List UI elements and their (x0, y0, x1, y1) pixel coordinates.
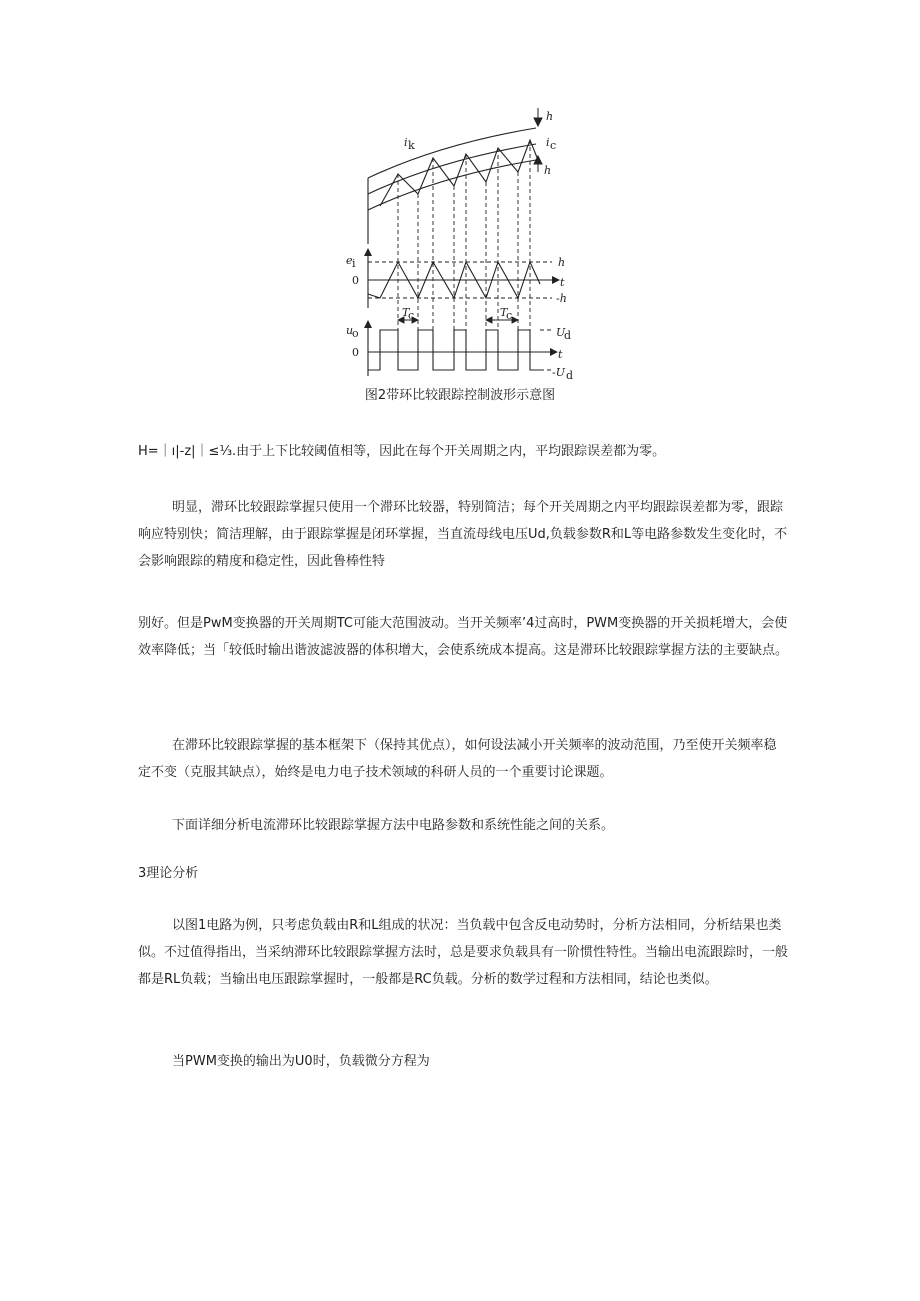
paragraph-research-topic: 在滞环比较跟踪掌握的基本框架下（保持其优点），如何设法减小开关频率的波动范围，乃至使开关频率稳定不变（克服其缺点），始终是电力电子技术领域的科研人员的一个重要讨论课题。 (138, 738, 777, 780)
paragraph-advantages: 明显，滞环比较跟踪掌握只使用一个滞环比较器，特别简洁；每个开关周期之内平均跟踪误差都为零，跟踪响应特别快；简洁理解，由于跟踪掌握是闭环掌握，当直流母线电压Ud,负载参数R和L等电路参数发生变化时，不会影响跟踪的精度和稳定性，因此鲁棒性特 (138, 500, 788, 569)
upper-band-curve (368, 128, 536, 178)
label-ei-sub: i (352, 257, 356, 270)
paragraph-analysis-intro: 下面详细分析电流滞环比较跟踪掌握方法中电路参数和系统性能之间的关系。 (172, 818, 615, 833)
label-h-top: h (546, 110, 554, 123)
section-heading: 3理论分析 (138, 866, 199, 881)
label-ud-pos: U (556, 326, 566, 339)
label-uo: u (346, 324, 354, 337)
label-ud-neg-sub: d (566, 369, 574, 382)
actual-current-zigzag (380, 140, 538, 206)
axis-arrow-icon (364, 320, 372, 328)
label-ud-neg: -U (552, 366, 565, 379)
paragraph-theory: 以图1电路为例，只考虑负载由R和L组成的状况：当负载中包含反电动势时，分析方法相同，分析结果也类似。不过值得指出，当采纳滞环比较跟踪掌握方法时，总是要求负载具有一阶惯性特性。当输出电流跟踪时，一般都是RL负载；当输出电压跟踪掌握时，一般都是RC负载。分析的数学过程和方法相同，结论也类似。 (138, 918, 789, 987)
label-ei: e (346, 254, 353, 267)
paragraph-equation-intro: 当PWM变换的输出为U0时，负载微分方程为 (172, 1054, 430, 1069)
label-uo-sub: o (352, 327, 359, 340)
label-tc-2-sub: c (506, 309, 513, 322)
arrow-down-icon (534, 118, 542, 126)
reference-current-curve (368, 144, 536, 194)
label-h-mid: h (544, 164, 552, 177)
label-tc-2: T (500, 306, 508, 319)
axis-arrow-icon (552, 276, 560, 284)
label-h-neg: -h (556, 292, 567, 305)
axis-arrow-icon (550, 348, 558, 356)
waveform-figure (340, 104, 580, 394)
axis-arrow-icon (364, 248, 372, 256)
hysteresis-waveform-diagram (340, 104, 580, 394)
label-zero-1: 0 (352, 274, 359, 287)
label-h-pos: h (558, 256, 566, 269)
paragraph-formula: H=｜ı|-z|｜≤⅓.由于上下比较阈值相等，因此在每个开关周期之内，平均跟踪误差都为零。 (138, 444, 666, 459)
label-ud-pos-sub: d (564, 329, 572, 342)
figure-caption: 图2带环比较跟踪控制波形示意图 (364, 388, 556, 403)
label-tc-1: T (402, 306, 410, 319)
label-ic-sub: c (550, 139, 557, 152)
paragraph-disadvantages: 别好。但是PwM变换器的开关周期TC可能大范围波动。当开关频率’4过高时，PWM变换器的开关损耗增大，会使效率降低；当「较低时输出谐波滤波器的体积增大，会使系统成本提高。这是滞环比较跟踪掌握方法的主要缺点。 (138, 616, 789, 658)
label-tc-1-sub: c (408, 309, 415, 322)
label-t-2: t (558, 348, 563, 361)
label-zero-2: 0 (352, 346, 359, 359)
label-ik: i (404, 136, 408, 149)
pwm-output-wave (368, 330, 540, 370)
label-ik-sub: k (408, 139, 415, 152)
label-ic: i (546, 136, 550, 149)
label-t-1: t (560, 276, 565, 289)
